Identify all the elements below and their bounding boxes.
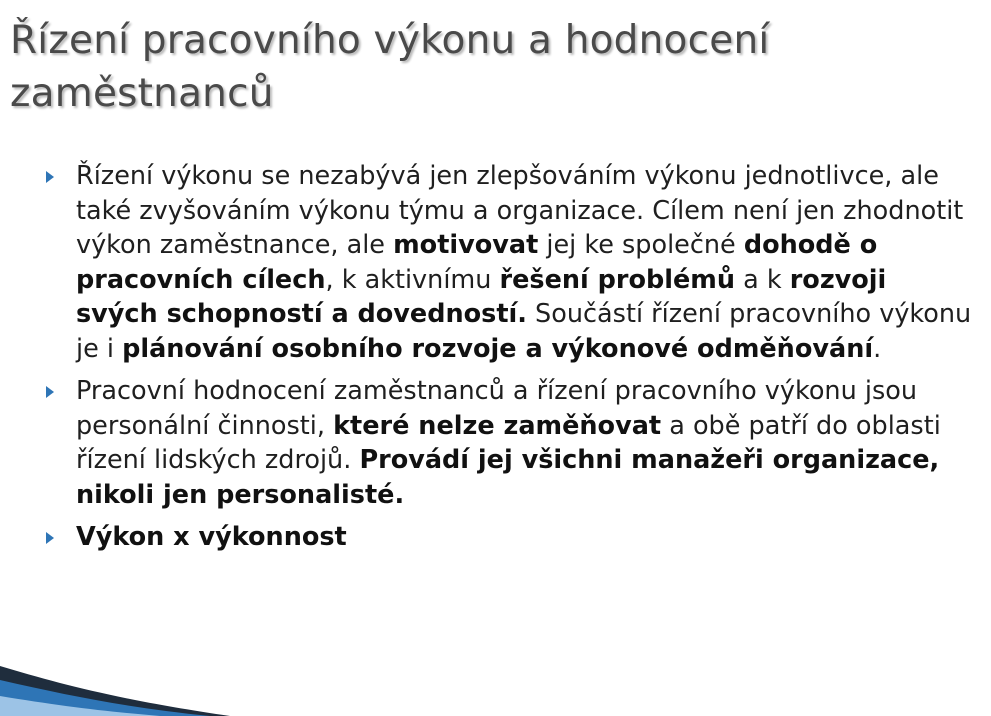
bullet-text-segment: Řízení výkonu se nezabývá jen zlepšováním výkonu jednotlivce, ale také zvyšováním výkonu týmu a organizace. Cílem není jen zhodnotit výkon zaměstnance, ale <box>76 161 964 260</box>
bullet-text-segment: , k aktivnímu <box>325 264 500 295</box>
bullet-text-emphasis: motivovat <box>393 230 539 260</box>
bullet-text-emphasis: Výkon x výkonnost <box>76 522 347 552</box>
bullet-text-segment: Součástí řízení pracovního výkonu je i <box>76 299 972 364</box>
bullet-text-emphasis: dohodě o pracovních cílech <box>76 230 878 295</box>
swoosh-decoration <box>0 666 230 716</box>
bullet-text <box>76 376 941 510</box>
triangle-right-icon <box>46 532 54 544</box>
slide-title: Řízení pracovního výkonu a hodnocení zaměstnanců <box>10 18 770 116</box>
bullet-text <box>76 522 347 552</box>
bullet-text <box>76 161 971 364</box>
bullet-text-emphasis: řešení problémů <box>499 264 735 295</box>
triangle-right-icon <box>46 386 54 398</box>
bullet-text-emphasis: rozvoji svých schopností a dovedností. <box>76 264 887 329</box>
bullet-text-emphasis: které nelze zaměňovat <box>333 410 662 441</box>
bullet-item <box>40 159 975 366</box>
bullet-text-emphasis: Provádí jej všichni manažeři organizace, nikoli jen personalisté. <box>76 445 940 510</box>
bullet-item <box>40 374 975 512</box>
bullet-text-segment: a obě patří do oblasti řízení lidských zdrojů. <box>76 410 941 475</box>
bullet-text-segment: Pracovní hodnocení zaměstnanců a řízení pracovního výkonu jsou personální činnosti, <box>76 376 917 441</box>
bullet-text-emphasis: plánování osobního rozvoje a výkonové odměňování <box>122 333 874 364</box>
bullet-text-segment: . <box>873 333 882 364</box>
triangle-right-icon <box>46 171 54 183</box>
bullet-text-segment: jej ke společné <box>538 230 744 260</box>
bullet-text-segment: a k <box>735 264 790 295</box>
bullet-item <box>40 520 975 555</box>
bullet-list <box>40 159 975 563</box>
